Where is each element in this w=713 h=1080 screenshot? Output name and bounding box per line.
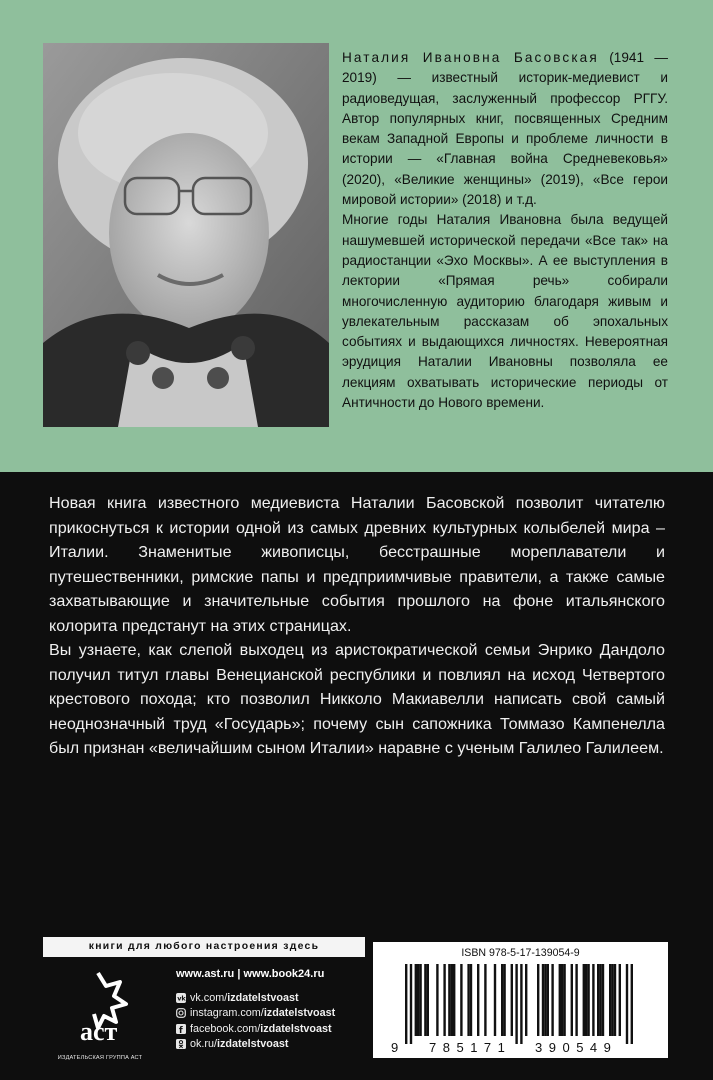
svg-text:vk: vk: [177, 994, 186, 1003]
social-prefix: instagram.com/: [190, 1007, 264, 1020]
barcode-bar: [424, 964, 426, 1036]
social-prefix: vk.com/: [190, 991, 228, 1004]
barcode-bar: [559, 964, 561, 1036]
barcode-bar: [561, 964, 563, 1036]
barcode-bar: [571, 964, 573, 1036]
publisher-name: ИЗДАТЕЛЬСКАЯ ГРУППА АСТ: [57, 1055, 143, 1061]
barcode-bar: [583, 964, 585, 1036]
barcode-bar: [443, 964, 445, 1036]
barcode-bar: [448, 964, 450, 1036]
barcode-bar: [417, 964, 419, 1036]
barcode-bar: [460, 964, 462, 1036]
barcode-bar: [597, 964, 599, 1036]
barcode-bar: [619, 964, 621, 1036]
barcode-bar: [467, 964, 469, 1036]
barcode-bar: [453, 964, 455, 1036]
barcode-bar: [410, 964, 412, 1044]
social-prefix: facebook.com/: [190, 1022, 261, 1035]
barcode-bar: [537, 964, 539, 1036]
barcode-bar: [599, 964, 601, 1036]
barcode-bar: [563, 964, 565, 1036]
barcode-bar: [405, 964, 407, 1044]
barcode-bar: [592, 964, 594, 1036]
ast-logo: [58, 968, 138, 1048]
barcode-bar: [511, 964, 513, 1036]
barcode-area: [373, 942, 668, 1058]
description-paragraph-2: Вы узнаете, как слепой выходец из аристократической семьи Энрико Дандоло получил титул главы Венецианской республики и повлиял на исход Четвертого крестового похода; кто позволил Никколо Макиавелли написать свой самый неоднозначный труд «Государь»; почему сын сапожника Томмазо Кампенелла был признан «величайшим сыном Италии» наравне с ученым Галилео Галилеем.: [49, 641, 665, 757]
social-prefix: ok.ru/: [190, 1038, 218, 1051]
social-link-vk[interactable]: [176, 990, 366, 1006]
social-link-facebook[interactable]: [176, 1021, 366, 1037]
social-links: [176, 990, 366, 1052]
barcode-bar: [436, 964, 438, 1036]
social-handle: izdatelstvoast: [217, 1038, 289, 1051]
bio-paragraph-1-text: (1941 — 2019) — известный историк-медиевист и радиоведущая, заслуженный профессор РГГУ. Автор популярных книг, посвященных Средним векам Западной Европы и проблеме личности в истории — «Главная война Средневековья» (2020), «Великие женщины» (2019), «Все герои мировой истории» (2018) и т.д.: [342, 50, 669, 208]
barcode-digit-first: 9: [391, 1040, 399, 1054]
barcode-digits-right: 390549: [535, 1040, 618, 1054]
barcode-bar: [611, 964, 613, 1036]
barcode-bar: [451, 964, 453, 1036]
barcode-bar: [520, 964, 522, 1044]
book-description: [49, 491, 665, 761]
vk-icon: [176, 993, 186, 1003]
ast-logo-icon: [58, 968, 138, 1048]
barcode-bar: [544, 964, 546, 1036]
author-name: Наталия Ивановна Басовская: [342, 50, 599, 65]
barcode-bar: [631, 964, 633, 1044]
tagline: книги для любого настроения здесь: [43, 937, 365, 957]
barcode-bar: [494, 964, 496, 1036]
instagram-icon: [176, 1008, 186, 1018]
social-handle: izdatelstvoast: [263, 1007, 336, 1020]
barcode-bar: [585, 964, 587, 1036]
social-link-odnoklassniki[interactable]: [176, 1037, 366, 1053]
barcode-bar: [626, 964, 628, 1044]
barcode-bar: [614, 964, 616, 1036]
bio-paragraph-2: Многие годы Наталия Ивановна была ведущей нашумевшей исторической передачи «Все так» на радиостанции «Эхо Москвы». А ее выступления в лектории «Прямая речь» собирали многочисленную аудиторию благодаря живым и увлекательным рассказам об эпохальных событиях и выдающихся личностях. Невероятная эрудиция Наталии Ивановны позволяла ее лекциям охватывать исторические периоды от Античности до Нового времени.: [342, 212, 668, 411]
barcode-bar: [542, 964, 544, 1036]
barcode-bar: [587, 964, 589, 1036]
barcode-bar: [602, 964, 604, 1036]
description-paragraph-1: Новая книга известного медиевиста Наталии Басовской позволит читателю прикоснуться к истории одной из самых древних культурных колыбелей мира – Италии. Знаменитые живописцы, бесстрашные мореплаватели и путешественники, римские папы и предприимчивые правители, а также самые захватывающие и значительные события прошлого на фоне итальянского колорита предстанут на этих страницах.: [49, 494, 665, 635]
barcode-bar: [415, 964, 417, 1036]
barcode-bars: [405, 964, 633, 1044]
barcode-bar: [609, 964, 611, 1036]
svg-text:f: f: [179, 1025, 183, 1034]
author-portrait-image: [43, 43, 329, 427]
barcode-bar: [477, 964, 479, 1036]
barcode-bar: [525, 964, 527, 1036]
barcode-bar: [501, 964, 503, 1036]
social-handle: izdatelstvoast: [260, 1022, 332, 1035]
barcode-bar: [484, 964, 486, 1036]
barcode-bar: [427, 964, 429, 1036]
barcode-bar: [575, 964, 577, 1036]
barcode-bar: [551, 964, 553, 1036]
barcode-bar: [419, 964, 421, 1036]
barcode-image: [389, 964, 653, 1054]
websites[interactable]: www.ast.ru | www.book24.ru: [176, 968, 325, 980]
social-link-instagram[interactable]: [176, 1006, 366, 1022]
odnoklassniki-icon: [176, 1039, 186, 1049]
barcode-bar: [503, 964, 505, 1036]
author-bio: [342, 48, 668, 413]
facebook-icon: [176, 1024, 186, 1034]
barcode-bar: [547, 964, 549, 1036]
logo-text: аст: [80, 1017, 118, 1046]
barcode-bar: [515, 964, 517, 1044]
barcode-digits-left: 785171: [429, 1040, 512, 1054]
author-photo: [43, 43, 329, 427]
barcode-bar: [470, 964, 472, 1036]
isbn-number: ISBN 978-5-17-139054-9: [461, 947, 580, 959]
social-handle: izdatelstvoast: [227, 991, 299, 1004]
bio-paragraph-1: [342, 48, 668, 210]
